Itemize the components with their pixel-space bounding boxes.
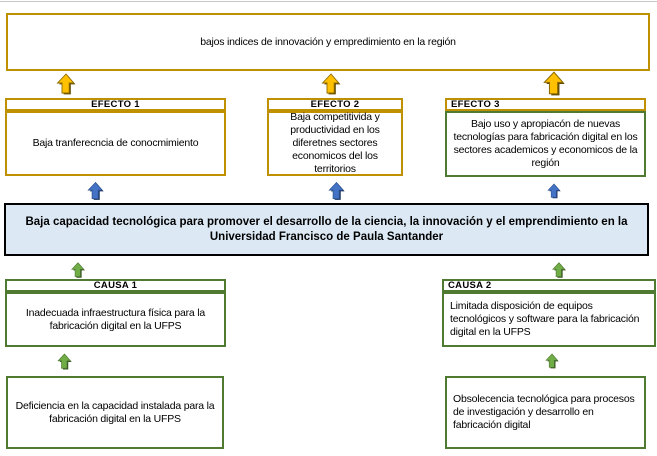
up-arrow-icon	[545, 351, 559, 371]
effect-1-label: EFECTO 1	[91, 98, 140, 110]
subcause-2-text: Obsolecencia tecnológica para procesos de investigación y desarrollo en fabricación digital	[453, 393, 635, 431]
cause-1-text: Inadecuada infraestructura física para la fabricación digital en la UFPS	[25, 306, 206, 332]
effect-1-box	[5, 111, 226, 176]
cause-1-box	[5, 292, 226, 347]
effect-3-text: Bajo uso y apropiacón de nuevas tecnologías para fabricación digital en los sectores academicos y economicos de la región	[453, 118, 638, 169]
divider	[0, 1, 657, 2]
up-arrow-icon	[321, 73, 341, 95]
up-arrow-icon	[328, 180, 345, 202]
cause-1-header	[5, 279, 226, 292]
cause-2-label: CAUSA 2	[448, 279, 492, 291]
up-arrow-icon	[542, 71, 566, 96]
effect-3-header	[445, 98, 646, 111]
cause-2-text: Limitada disposición de equipos tecnológicos y software para la fabricación digital en la UFPS	[450, 300, 640, 338]
central-problem-text: Baja capacidad tecnológica para promover el desarrollo de la ciencia, la innovación y el emprendimiento en la Universidad Francisco de Paula Santander	[25, 215, 628, 243]
effect-1-text: Baja tranferecncia de conocmimiento	[32, 137, 199, 149]
root-effect-box	[6, 13, 650, 71]
root-effect-text: bajos indices de innovación y empredimiento en la región	[200, 35, 456, 48]
cause-2-box	[442, 292, 656, 347]
up-arrow-icon	[57, 352, 72, 371]
effect-1-header	[5, 98, 226, 111]
effect-3-box	[445, 111, 646, 177]
effect-2-text: Baja competitivida y productividad en los diferetnes sectores economicos del los territorios	[290, 111, 380, 175]
up-arrow-icon	[547, 180, 561, 202]
up-arrow-icon	[70, 262, 86, 278]
effect-3-label: EFECTO 3	[451, 98, 500, 110]
up-arrow-icon	[87, 180, 104, 202]
effect-2-header	[267, 98, 403, 111]
effect-2-box	[267, 111, 403, 176]
cause-1-label: CAUSA 1	[93, 279, 138, 291]
up-arrow-icon	[551, 262, 567, 278]
subcause-2-box	[445, 376, 646, 449]
subcause-1-text: Deficiencia en la capacidad instalada para la fabricación digital en la UFPS	[15, 399, 215, 425]
subcause-1-box	[6, 376, 224, 449]
cause-2-header	[442, 279, 656, 292]
central-problem-box	[4, 203, 649, 256]
up-arrow-icon	[56, 73, 76, 95]
effect-2-label: EFECTO 2	[310, 98, 360, 110]
